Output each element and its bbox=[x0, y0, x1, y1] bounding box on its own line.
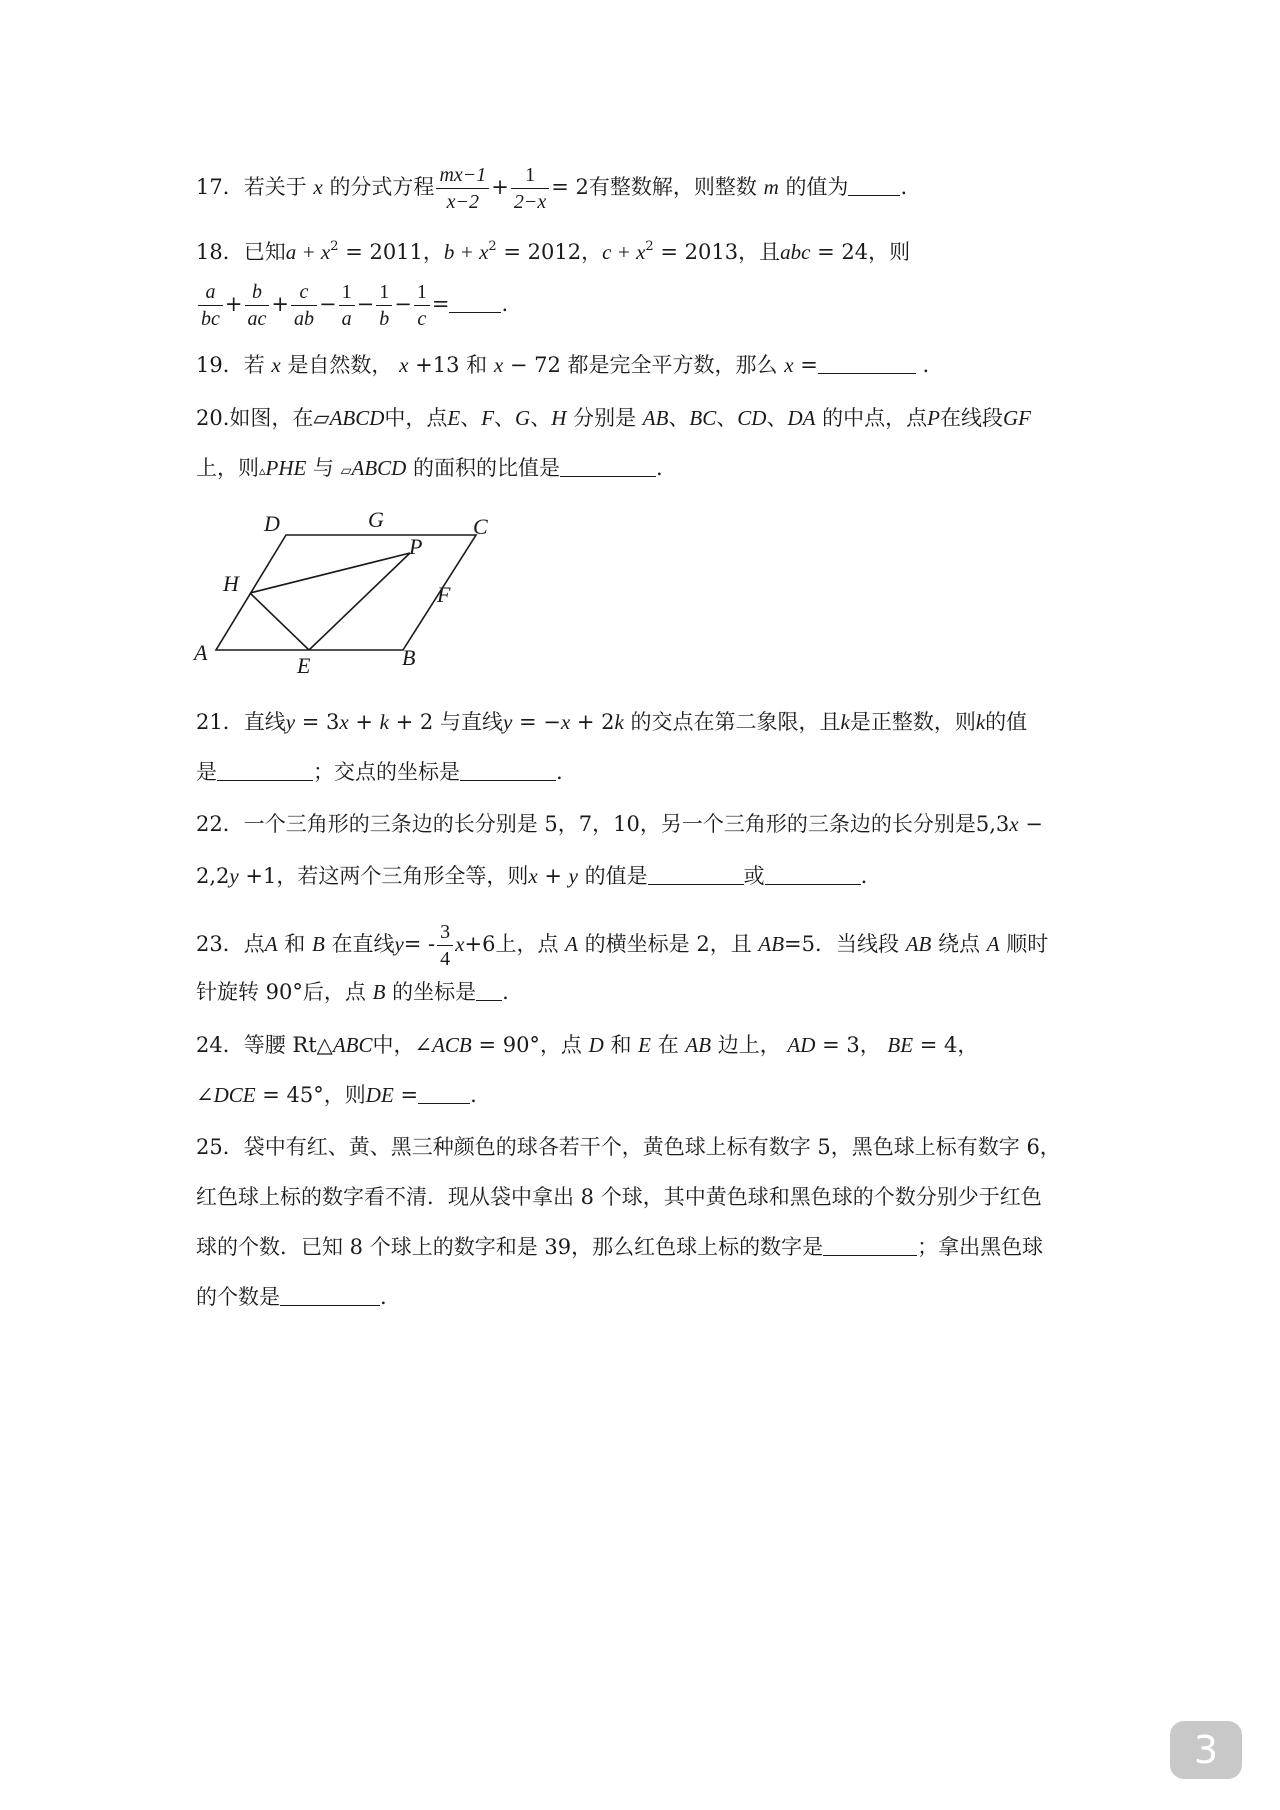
denominator: bc bbox=[201, 308, 220, 330]
text: ，点 bbox=[539, 1033, 582, 1057]
label-D: D bbox=[264, 511, 280, 536]
var: + x bbox=[454, 240, 489, 264]
var: A bbox=[565, 932, 578, 956]
var: y bbox=[229, 864, 239, 888]
text: 球的个数．已知 8 个球上的数字和是 39，那么红色球上标的数字是 bbox=[196, 1235, 824, 1259]
var: x bbox=[399, 353, 409, 377]
var: CD bbox=[737, 406, 767, 430]
problem-20-line2 bbox=[196, 458, 663, 479]
segment-ep bbox=[309, 553, 410, 650]
text: 直线 bbox=[243, 710, 286, 734]
sep: 、 bbox=[460, 406, 482, 430]
sep: 、 bbox=[716, 406, 738, 430]
var: k bbox=[840, 710, 850, 734]
text: 的个数是 bbox=[196, 1285, 280, 1309]
text: 若关于 bbox=[243, 175, 307, 199]
var: F bbox=[481, 406, 495, 430]
comma: ， bbox=[581, 240, 603, 264]
comma: ， bbox=[957, 1033, 979, 1057]
text: 的值是 bbox=[584, 864, 648, 888]
var: ABCD bbox=[329, 406, 385, 430]
label-F: F bbox=[437, 582, 451, 607]
numerator: b bbox=[245, 282, 270, 306]
text: 的值 bbox=[985, 710, 1028, 734]
problem-number: 23． bbox=[196, 932, 244, 956]
var: PHE bbox=[265, 456, 307, 480]
fraction bbox=[511, 165, 549, 212]
var: b bbox=[443, 240, 455, 264]
problem-22-line2 bbox=[196, 866, 867, 887]
text: 和 bbox=[284, 932, 306, 956]
var: AB bbox=[685, 1033, 712, 1057]
var: ABC bbox=[332, 1033, 373, 1057]
problem-25-line3 bbox=[196, 1237, 1043, 1258]
expr: 2,2 bbox=[196, 864, 230, 888]
var: H bbox=[551, 406, 567, 430]
var: AB bbox=[905, 932, 932, 956]
period: . bbox=[922, 353, 930, 377]
var: P bbox=[927, 406, 940, 430]
expr: = 2013 bbox=[653, 240, 739, 264]
answer-blank[interactable] bbox=[460, 762, 556, 781]
problem-24-line2 bbox=[196, 1085, 477, 1106]
problem-18 bbox=[196, 239, 911, 264]
var: A bbox=[986, 932, 1000, 956]
problem-19 bbox=[196, 355, 929, 376]
var: y bbox=[568, 864, 578, 888]
period: . bbox=[380, 1285, 387, 1309]
text: 上，点 bbox=[495, 932, 559, 956]
fraction bbox=[414, 282, 430, 329]
parallelogram-symbol: ▱ bbox=[313, 406, 330, 430]
text: 与直线 bbox=[439, 710, 503, 734]
period: . bbox=[900, 175, 908, 199]
problem-number: 25． bbox=[196, 1135, 244, 1159]
text: 都是完全平方数，那么 bbox=[567, 353, 778, 377]
triangle-symbol: ▵ bbox=[259, 464, 266, 479]
expr: +1 bbox=[238, 864, 277, 888]
expr: − 72 bbox=[503, 353, 561, 377]
numerator: 1 bbox=[414, 282, 430, 306]
text: 在直线 bbox=[331, 932, 395, 956]
expr: 5,3 bbox=[975, 812, 1010, 836]
var: AD bbox=[787, 1033, 816, 1057]
var: E bbox=[638, 1033, 651, 1057]
expr: − bbox=[1018, 812, 1043, 836]
numerator: a bbox=[198, 282, 223, 306]
text: 和 bbox=[610, 1033, 632, 1057]
text: 的值为 bbox=[785, 175, 849, 199]
sep: 、 bbox=[668, 406, 690, 430]
fraction bbox=[436, 165, 489, 212]
expr: = 2011 bbox=[338, 240, 423, 264]
expr: = − bbox=[512, 710, 561, 734]
parallelogram-symbol: ▱ bbox=[340, 463, 352, 479]
sep: 、 bbox=[766, 406, 788, 430]
text: 红色球上标的数字看不清．现从袋中拿出 8 个球，其中黄色球和黑色球的个数分别少于红色 bbox=[196, 1185, 1042, 1209]
text: =5．当线段 bbox=[784, 932, 900, 956]
var: c bbox=[602, 240, 612, 264]
comma: ， bbox=[859, 1033, 881, 1057]
problem-number: 22． bbox=[196, 812, 244, 836]
sep: 、 bbox=[494, 406, 516, 430]
text: 绕点 bbox=[938, 932, 981, 956]
period: . bbox=[556, 760, 563, 784]
text: ，则 bbox=[868, 240, 911, 264]
var: abc bbox=[780, 240, 811, 264]
text: 与 bbox=[313, 456, 335, 480]
op: + bbox=[491, 175, 509, 199]
var: E bbox=[447, 406, 461, 430]
expr: + 2 bbox=[570, 710, 615, 734]
answer-blank[interactable] bbox=[823, 1237, 917, 1256]
problem-20 bbox=[196, 408, 1031, 429]
var: y bbox=[394, 932, 404, 956]
denominator: b bbox=[379, 308, 390, 330]
text: 的分式方程 bbox=[329, 175, 435, 199]
label-H: H bbox=[223, 571, 239, 596]
var: x bbox=[339, 710, 349, 734]
text: 已知 bbox=[243, 240, 286, 264]
period: . bbox=[501, 292, 509, 316]
fraction bbox=[291, 282, 317, 329]
var: x bbox=[528, 864, 538, 888]
expr: = 2012 bbox=[496, 240, 582, 264]
denominator: ac bbox=[247, 308, 267, 330]
sep: 、 bbox=[530, 406, 552, 430]
answer-blank[interactable] bbox=[818, 355, 916, 374]
answer-blank[interactable] bbox=[560, 458, 656, 477]
problem-number: 20. bbox=[196, 406, 230, 430]
var: x bbox=[784, 353, 794, 377]
var: k bbox=[975, 710, 986, 734]
denominator: a bbox=[341, 308, 352, 330]
text: ，若这两个三角形全等，则 bbox=[276, 864, 529, 888]
answer-blank[interactable] bbox=[280, 1287, 380, 1306]
fraction bbox=[245, 282, 270, 329]
text: 的坐标是 bbox=[392, 980, 477, 1004]
numerator: mx−1 bbox=[436, 165, 489, 189]
segment-he bbox=[250, 593, 309, 650]
text: 是 bbox=[196, 760, 217, 784]
answer-blank[interactable] bbox=[765, 866, 861, 885]
text: 上，则 bbox=[196, 456, 259, 480]
label-C: C bbox=[473, 514, 488, 539]
expr: = 24 bbox=[810, 240, 869, 264]
text: 有整数解，则整数 bbox=[588, 175, 757, 199]
numerator: 1 bbox=[376, 282, 392, 306]
denominator: x−2 bbox=[446, 191, 480, 213]
var: ACB bbox=[432, 1033, 472, 1057]
text: 的交点在第二象限，且 bbox=[630, 710, 841, 734]
period: . bbox=[470, 1083, 477, 1107]
text: 点 bbox=[243, 932, 265, 956]
text: 边上， bbox=[717, 1033, 781, 1057]
angle-symbol: ∠ bbox=[196, 1083, 214, 1107]
period: . bbox=[656, 456, 663, 480]
var: k bbox=[379, 710, 389, 734]
var: G bbox=[515, 406, 531, 430]
comma: ， bbox=[422, 240, 444, 264]
problem-22 bbox=[196, 814, 1043, 835]
var: BC bbox=[689, 406, 717, 430]
problem-number: 17． bbox=[196, 175, 244, 199]
denominator: 2−x bbox=[513, 191, 547, 213]
text: ；拿出黑色球 bbox=[917, 1235, 1044, 1259]
text: 是正整数，则 bbox=[849, 710, 976, 734]
text: ；交点的坐标是 bbox=[313, 760, 460, 784]
var: DA bbox=[787, 406, 816, 430]
problem-number: 18． bbox=[196, 240, 244, 264]
problem-17 bbox=[196, 165, 907, 212]
text: 分别是 bbox=[573, 406, 637, 430]
var: x bbox=[455, 932, 465, 956]
problem-25-line2 bbox=[196, 1187, 1042, 1208]
problem-number: 24． bbox=[196, 1033, 244, 1057]
op: + bbox=[224, 292, 243, 316]
expr: = 3 bbox=[295, 710, 340, 734]
answer-blank[interactable] bbox=[848, 177, 900, 196]
period: . bbox=[860, 864, 868, 888]
problem-23-line2 bbox=[196, 982, 509, 1003]
var: + x bbox=[296, 240, 331, 264]
var: A bbox=[264, 932, 278, 956]
var: y bbox=[502, 710, 513, 734]
exponent: 2 bbox=[645, 239, 654, 254]
problem-25 bbox=[196, 1137, 1061, 1158]
var: x bbox=[271, 353, 281, 377]
op: − bbox=[356, 292, 375, 316]
problem-21-line2 bbox=[196, 762, 563, 783]
answer-blank[interactable] bbox=[648, 866, 744, 885]
problem-23 bbox=[196, 922, 1048, 969]
text: 是自然数， bbox=[287, 353, 393, 377]
var: B bbox=[311, 932, 325, 956]
var: D bbox=[588, 1033, 604, 1057]
op: + bbox=[271, 292, 289, 316]
label-B: B bbox=[402, 645, 416, 670]
var: m bbox=[763, 175, 779, 199]
numerator: 3 bbox=[437, 922, 453, 946]
expr: = 4 bbox=[913, 1033, 958, 1057]
var: GF bbox=[1002, 406, 1031, 430]
text: 如图，在 bbox=[229, 406, 314, 430]
period: . bbox=[502, 980, 509, 1004]
op: + bbox=[537, 864, 569, 888]
answer-blank[interactable] bbox=[217, 762, 313, 781]
eq: = 2 bbox=[551, 175, 589, 199]
problem-number: 19． bbox=[196, 353, 244, 377]
label-G: G bbox=[368, 510, 384, 532]
text: 的面积的比值是 bbox=[413, 456, 561, 480]
expr: + bbox=[348, 710, 380, 734]
text: ，则 bbox=[323, 1083, 366, 1107]
text: 或 bbox=[743, 864, 765, 888]
answer-blank[interactable] bbox=[418, 1085, 470, 1104]
fraction bbox=[339, 282, 355, 329]
expr: = 90° bbox=[471, 1033, 540, 1057]
var: DE bbox=[365, 1083, 394, 1107]
numerator: 1 bbox=[339, 282, 355, 306]
op: − bbox=[319, 292, 337, 316]
denominator: 4 bbox=[440, 948, 451, 970]
var: BE bbox=[887, 1033, 914, 1057]
expr: + 2 bbox=[388, 710, 434, 734]
expr: = bbox=[393, 1083, 419, 1107]
answer-blank[interactable] bbox=[476, 982, 502, 1001]
var: ABCD bbox=[351, 456, 407, 480]
var: AB bbox=[758, 932, 785, 956]
var: k bbox=[614, 710, 624, 734]
var: AB bbox=[642, 406, 669, 430]
problem-number: 21． bbox=[196, 710, 244, 734]
text: 中， bbox=[372, 1033, 415, 1057]
problem-25-line4 bbox=[196, 1287, 387, 1308]
var: x bbox=[1009, 812, 1019, 836]
text: 在 bbox=[657, 1033, 679, 1057]
text: 袋中有红、黄、黑三种颜色的球各若干个，黄色球上标有数字 5，黑色球上标有数字 6， bbox=[243, 1135, 1061, 1159]
text: 若 bbox=[243, 353, 265, 377]
var: x bbox=[560, 710, 571, 734]
expr: = bbox=[793, 353, 818, 377]
numerator: c bbox=[291, 282, 317, 306]
text: 一个三角形的三条边的长分别是 5，7，10，另一个三角形的三条边的长分别是 bbox=[243, 812, 976, 836]
text: 顺时 bbox=[1006, 932, 1049, 956]
var: a bbox=[285, 240, 297, 264]
var: y bbox=[285, 710, 296, 734]
text: 的中点，点 bbox=[822, 406, 928, 430]
expr: +13 bbox=[408, 353, 460, 377]
label-P: P bbox=[409, 534, 423, 559]
expr: = - bbox=[403, 932, 436, 956]
expr: = 45° bbox=[255, 1083, 324, 1107]
op: − bbox=[394, 292, 412, 316]
fraction bbox=[198, 282, 223, 329]
text: 中，点 bbox=[384, 406, 448, 430]
angle-symbol: ∠ bbox=[414, 1033, 433, 1057]
expr: = 3 bbox=[815, 1033, 860, 1057]
problem-24 bbox=[196, 1035, 978, 1056]
fraction bbox=[437, 922, 453, 969]
eq: = bbox=[431, 292, 450, 316]
answer-blank[interactable] bbox=[449, 294, 501, 313]
var: DCE bbox=[213, 1083, 256, 1107]
exponent: 2 bbox=[330, 239, 339, 254]
problem-18-fractions bbox=[196, 282, 508, 329]
problem-21 bbox=[196, 712, 1027, 733]
fraction bbox=[376, 282, 392, 329]
var: x bbox=[493, 353, 504, 377]
label-E: E bbox=[297, 653, 311, 678]
numerator: 1 bbox=[511, 165, 549, 189]
expr: +6 bbox=[464, 932, 496, 956]
denominator: c bbox=[417, 308, 427, 330]
segment-hp bbox=[250, 553, 410, 593]
text: 针旋转 90°后，点 bbox=[196, 980, 366, 1004]
text: ，且 bbox=[738, 240, 781, 264]
text: 和 bbox=[466, 353, 488, 377]
text: 在线段 bbox=[939, 406, 1003, 430]
page-number-badge: 3 bbox=[1170, 1721, 1242, 1779]
var: + x bbox=[611, 240, 646, 264]
var: x bbox=[313, 175, 323, 199]
label-A: A bbox=[194, 640, 208, 665]
var: B bbox=[372, 980, 386, 1004]
text: 的横坐标是 2，且 bbox=[584, 932, 752, 956]
exponent: 2 bbox=[488, 239, 497, 254]
parallelogram-figure bbox=[190, 510, 520, 680]
denominator: ab bbox=[294, 308, 314, 330]
text: 等腰 Rt△ bbox=[243, 1033, 333, 1057]
